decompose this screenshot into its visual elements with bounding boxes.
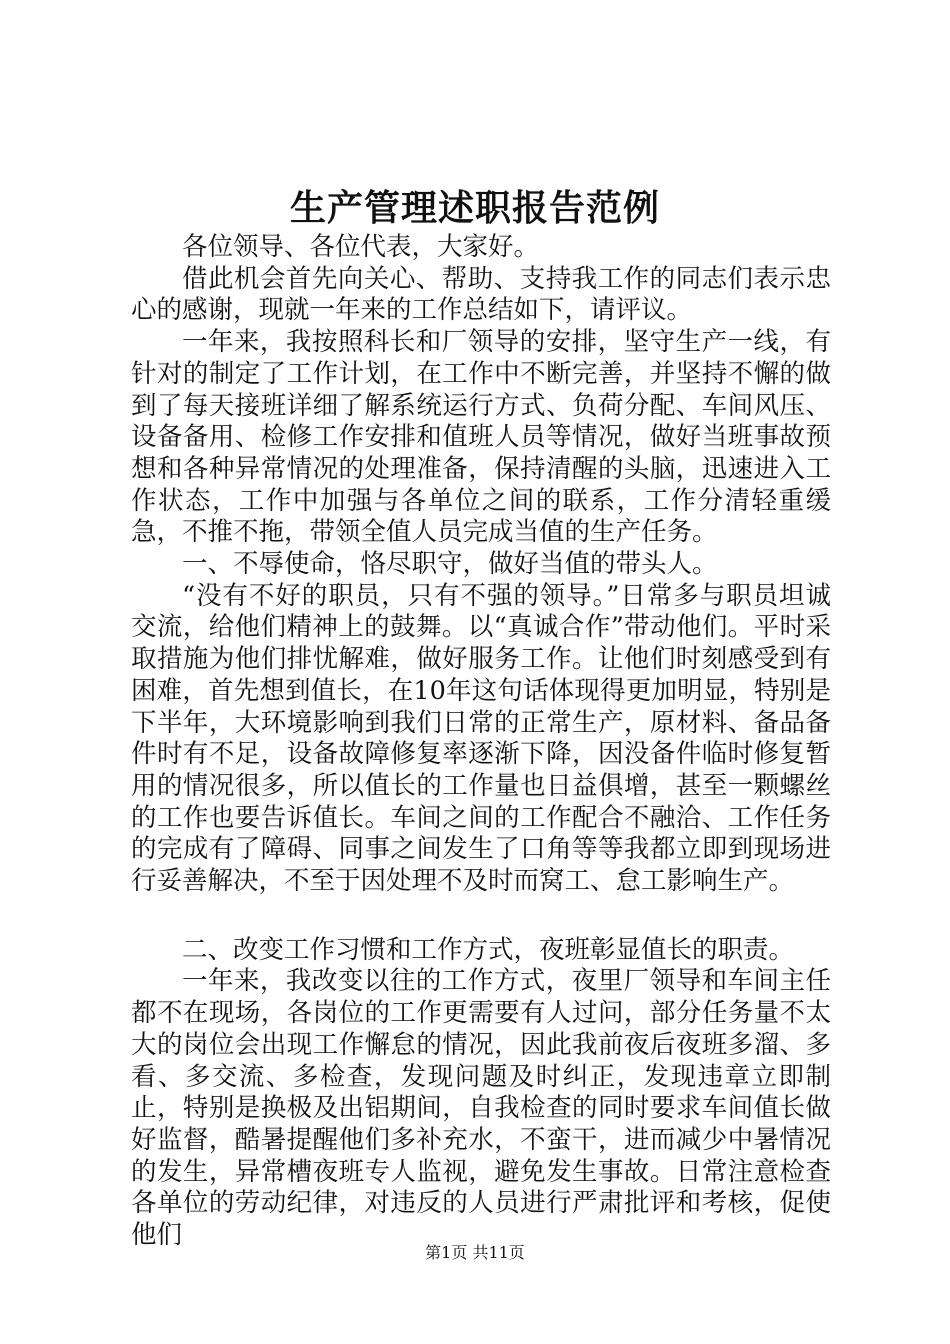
page-footer: 第1页 共11页 xyxy=(425,1243,525,1262)
paragraph-overview: 一年来，我按照科长和厂领导的安排，坚守生产一线，有针对的制定了工作计划，在工作中不断完善，并坚持不懈的做到了每天接班详细了解系统运行方式、负荷分配、车间风压、设备备用、检修工作安排和值班人员等情况，做好当班事故预想和各种异常情况的处理准备，保持清醒的头脑，迅速进入工作状态，工作中加强与各单位之间的联系，工作分清轻重缓急，不推不拖，带领全值人员完成当值的生产任务。 xyxy=(131,327,831,548)
section-heading-1: 一、不辱使命，恪尽职守，做好当值的带头人。 xyxy=(182,549,718,580)
document-body xyxy=(131,232,831,1252)
section-heading-2: 二、改变工作习惯和工作方式，夜班彰显值长的职责。 xyxy=(182,934,795,965)
paragraph-greeting: 各位领导、各位代表，大家好。 xyxy=(182,232,540,262)
paragraph-spacer xyxy=(131,898,831,935)
document-title: 生产管理述职报告范例 xyxy=(289,187,660,229)
paragraph-section-1: “没有不好的职员，只有不强的领导。”日常多与职员坦诚交流，给他们精神上的鼓舞。以“真诚合作”带动他们。平时采取措施为他们排忧解难，做好服务工作。让他们时刻感受到有困难，首先想到值长，在10年这句话体现得更加明显，特别是下半年，大环境影响到我们日常的正常生产，原材料、备品备件时有不足，设备故障修复率逐渐下降，因没备件临时修复暂用的情况很多，所以值长的工作量也日益俱增，甚至一颗螺丝的工作也要告诉值长。车间之间的工作配合不融洽、工作任务的完成有了障碍、同事之间发生了口角等等我都立即到现场进行妥善解决，不至于因处理不及时而窝工、怠工影响生产。 xyxy=(131,580,831,897)
paragraph-thanks: 借此机会首先向关心、帮助、支持我工作的同志们表示忠心的感谢，现就一年来的工作总结如下，请评议。 xyxy=(131,263,831,326)
paragraph-section-2: 一年来，我改变以往的工作方式，夜里厂领导和车间主任都不在现场，各岗位的工作更需要有人过问，部分任务量不太大的岗位会出现工作懈怠的情况，因此我前夜后夜班多溜、多看、多交流、多检查，发现问题及时纠正，发现违章立即制止，特别是换极及出铝期间，自我检查的同时要求车间值长做好监督，酷暑提醒他们多补充水，不蛮干，进而减少中暑情况的发生，异常槽夜班专人监视，避免发生事故。日常注意检查各单位的劳动纪律，对违反的人员进行严肃批评和考核，促使他们 xyxy=(131,966,831,1251)
